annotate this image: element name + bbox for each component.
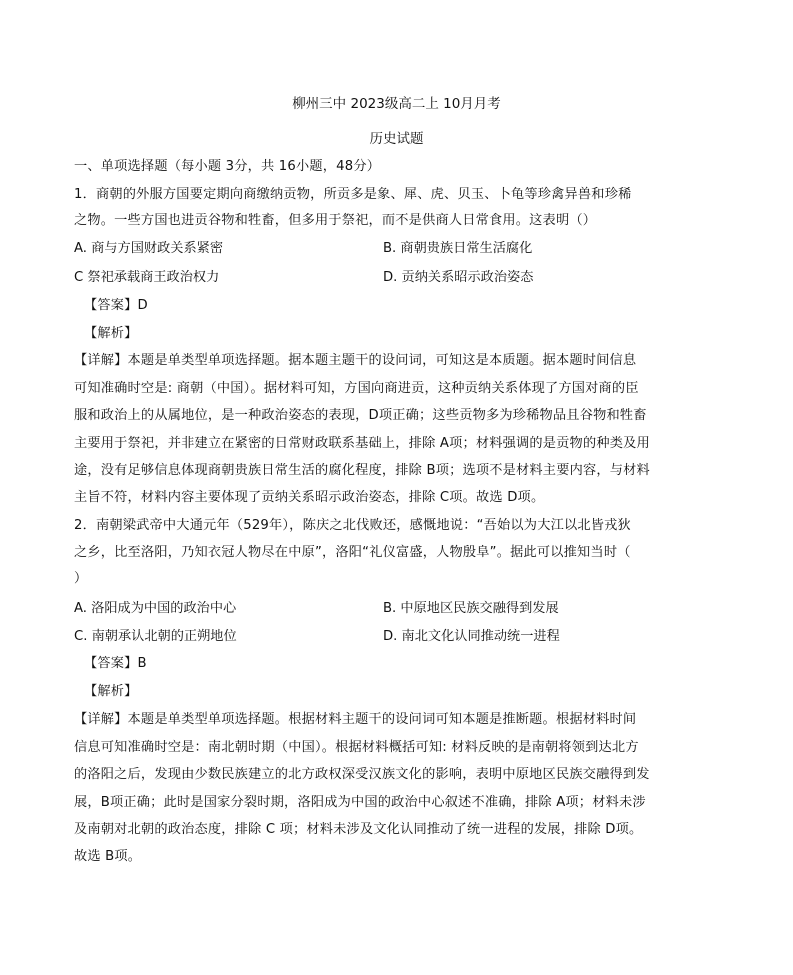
q2-option-b: B. 中原地区民族交融得到发展: [383, 601, 559, 616]
q1-stem-line-1: 1．商朝的外服方国要定期向商缴纳贡物，所贡多是象、犀、虎、贝玉、卜龟等珍禽异兽和珍稀: [74, 187, 632, 202]
q1-analysis-label: 【解析】: [84, 326, 138, 341]
q2-answer: 【答案】B: [84, 656, 147, 671]
q1-detail-line-5: 途，没有足够信息体现商朝贵族日常生活的腐化程度，排除 B项；选项不是材料主要内容，与材料: [74, 463, 650, 478]
q2-detail-line-4: 展，B项正确；此时是国家分裂时期，洛阳成为中国的政治中心叙述不准确，排除 A项；材料未涉: [74, 795, 646, 810]
q2-option-d: D. 南北文化认同推动统一进程: [383, 629, 560, 644]
q2-detail-line-5: 及南朝对北朝的政治态度，排除 C 项；材料未涉及文化认同推动了统一进程的发展，排除 D项。: [74, 822, 643, 837]
q2-detail-line-3: 的洛阳之后，发现由少数民族建立的北方政权深受汉族文化的影响，表明中原地区民族交融得到发: [74, 767, 650, 782]
q1-option-c: C 祭祀承载商王政治权力: [74, 270, 220, 285]
section-heading: 一、单项选择题（每小题 3分，共 16小题，48分）: [74, 159, 381, 174]
q1-option-b: B. 商朝贵族日常生活腐化: [383, 241, 533, 256]
q1-stem-line-2: 之物。一些方国也进贡谷物和牲畜，但多用于祭祀，而不是供商人日常食用。这表明（）: [74, 213, 597, 228]
q2-option-c: C. 南朝承认北朝的正朔地位: [74, 629, 237, 644]
q2-stem-line-3: ）: [74, 571, 88, 586]
exam-subtitle: 历史试题: [369, 131, 424, 147]
exam-title: 柳州三中 2023级高二上 10月月考: [292, 96, 501, 112]
q1-detail-line-3: 服和政治上的从属地位，是一种政治姿态的表现，D项正确；这些贡物多为珍稀物品且谷物和牲畜: [74, 408, 647, 423]
q1-option-d: D. 贡纳关系昭示政治姿态: [383, 270, 534, 285]
q2-option-a: A. 洛阳成为中国的政治中心: [74, 601, 237, 616]
q2-stem-line-2: 之乡，比至洛阳，乃知衣冠人物尽在中原”，洛阳“礼仪富盛，人物殷阜”。据此可以推知当时（: [74, 545, 631, 560]
q1-detail-line-6: 主旨不符，材料内容主要体现了贡纳关系昭示政治姿态，排除 C项。故选 D项。: [74, 490, 545, 505]
q1-answer: 【答案】D: [84, 298, 148, 313]
q2-detail-line-1: 【详解】本题是单类型单项选择题。根据材料主题干的设问词可知本题是推断题。根据材料时间: [74, 712, 637, 727]
q1-detail-line-1: 【详解】本题是单类型单项选择题。据本题主题干的设问词，可知这是本质题。据本题时间信息: [74, 353, 637, 368]
q2-detail-line-2: 信息可知准确时空是：南北朝时期（中国）。根据材料概括可知: 材料反映的是南朝将领到达北方: [74, 740, 639, 755]
q1-option-a: A. 商与方国财政关系紧密: [74, 241, 224, 256]
q2-analysis-label: 【解析】: [84, 684, 138, 699]
q1-detail-line-2: 可知准确时空是: 商朝（中国）。据材料可知，方国向商进贡，这种贡纳关系体现了方国对商的臣: [74, 381, 639, 396]
q1-detail-line-4: 主要用于祭祀，并非建立在紧密的日常财政联系基础上，排除 A项；材料强调的是贡物的种类及用: [74, 436, 650, 451]
q2-stem-line-1: 2．南朝梁武帝中大通元年（529年），陈庆之北伐败还，感慨地说：“吾始以为大江以北皆戎狄: [74, 518, 631, 533]
q2-detail-line-6: 故选 B项。: [74, 849, 142, 864]
